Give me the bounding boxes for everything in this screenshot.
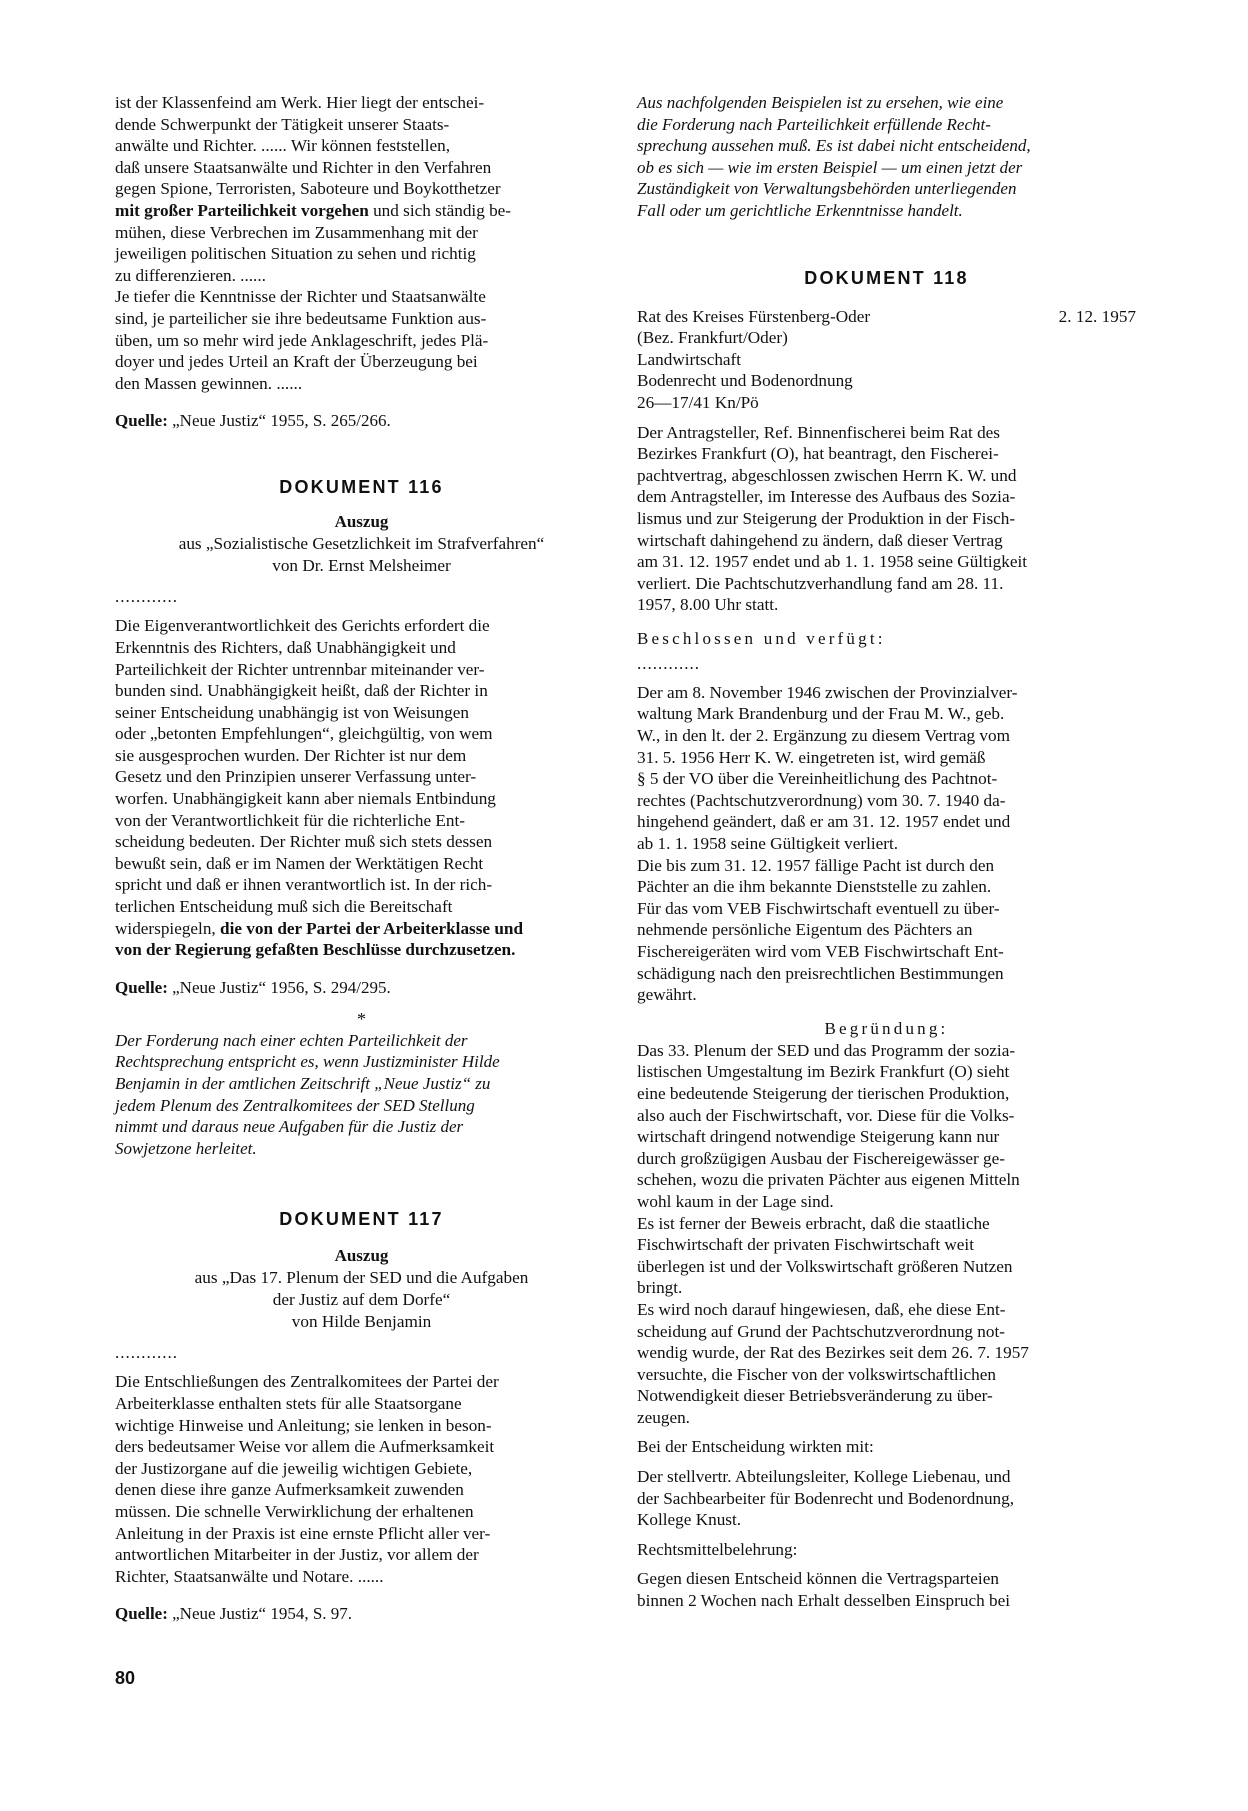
text-line: bringt. [637,1278,683,1298]
text-line: gewährt. [637,985,697,1005]
text-line: bewußt sein, daß er im Namen der Werktätigen Recht [115,853,484,873]
text-line: jedem Plenum des Zentralkomitees der SED Stellung [115,1095,475,1115]
text-line: wirtschaft dringend notwendige Steigerung kann nur [637,1127,1000,1147]
text-line: dende Schwerpunkt der Tätigkeit unserer Staats- [115,114,450,134]
text-line: seiner Entscheidung unabhängig ist von Weisungen [115,702,469,722]
text-line: Es wird noch darauf hingewiesen, daß, ehe diese Ent- [637,1299,1006,1319]
decision-heading: Beschlossen und verfügt: [637,628,886,648]
text-line: Notwendigkeit dieser Betriebsveränderung zu über- [637,1386,993,1406]
text-line: listischen Umgestaltung im Bezirk Frankfurt (O) sieht [637,1062,1010,1082]
letterhead-line [637,306,1136,328]
text-line: denen diese ihre ganze Aufmerksamkeit zuwenden [115,1480,464,1500]
text-line: der Sachbearbeiter für Bodenrecht und Bodenordnung, [637,1488,1015,1508]
text-line: Fischwirtschaft der privaten Fischwirtschaft weit [637,1235,974,1255]
text-line: eine bedeutende Steigerung der tierischen Produktion, [637,1083,1010,1103]
text-line: schädigung nach den preisrechtlichen Bestimmungen [637,963,1004,983]
text-line: also auch der Fischwirtschaft, vor. Diese für die Volks- [637,1105,1015,1125]
text-line: Bodenrecht und Bodenordnung [637,371,853,391]
text-line: oder „betonten Empfehlungen“, gleichgültig, von wem [115,724,493,744]
source-label: Quelle: [115,977,168,997]
appeal-label: Rechtsmittelbelehrung: [637,1539,798,1559]
text-line: scheidung bedeuten. Der Richter muß sich stets dessen [115,832,493,852]
text-line: jeweiligen politischen Situation zu sehen und richtig [115,244,476,264]
text-line: Es ist ferner der Beweis erbracht, daß die staatliche [637,1213,990,1233]
text-line: lismus und zur Steigerung der Produktion in der Fisch- [637,508,1016,528]
text-line: sind, je parteilicher sie ihre bedeutsame Funktion aus- [115,308,487,328]
text-line: verliert. Die Pachtschutzverhandlung fand am 28. 11. [637,573,1004,593]
section-separator-star: * [357,1008,366,1029]
bold-phrase: mit großer Parteilichkeit vorgehen [115,200,369,220]
document-heading: DOKUMENT 116 [279,477,444,498]
text-line: üben, um so mehr wird jede Anklageschrift, jedes Plä- [115,330,489,350]
text-line: der Justizorgane auf die jeweilig wichtigen Gebiete, [115,1458,473,1478]
text-line: pachtvertrag, abgeschlossen zwischen Herrn K. W. und [637,465,1017,485]
text-line: Gesetz und den Prinzipien unserer Verfassung unter- [115,767,477,787]
text-line: von der Verantwortlichkeit für die richterliche Ent- [115,810,465,830]
participants-paragraph [637,1466,1136,1531]
excerpt-label: Auszug [334,512,389,532]
excerpt-source-line: aus „Sozialistische Gesetzlichkeit im Strafverfahren“ [178,534,545,554]
text-line: waltung Mark Brandenburg und der Frau M. W., geb. [637,704,1005,724]
text-line: nehmende persönliche Eigentum des Pächters an [637,920,973,940]
text-line: mühen, diese Verbrechen im Zusammenhang mit der [115,222,478,242]
issuer-name: Rat des Kreises Fürstenberg-Oder [637,306,871,326]
bold-phrase: die von der Partei der Arbeiterklasse und [220,918,524,938]
text-fragment: und sich ständig be- [368,200,512,220]
text-line: terlichen Entscheidung muß sich die Bereitschaft [115,897,453,917]
text-line: W., in den lt. der 2. Ergänzung zu diesem Vertrag vom [637,726,1010,746]
text-line: Die Eigenverantwortlichkeit des Gerichts erfordert die [115,616,490,636]
document-heading: DOKUMENT 118 [804,267,969,288]
text-line: Der Antragsteller, Ref. Binnenfischerei beim Rat des [637,422,1001,442]
text-line: ders bedeutsamer Weise vor allem die Aufmerksamkeit [115,1437,495,1457]
application-paragraph [637,422,1136,616]
text-line: doyer und jedes Urteil an Kraft der Überzeugung bei [115,352,478,372]
text-line: überlegen ist und der Volkswirtschaft größeren Nutzen [637,1256,1013,1276]
text-line: Anleitung in der Praxis ist eine ernste Pflicht aller ver- [115,1523,491,1543]
left-column [115,92,608,1624]
text-line: sie ausgesprochen wurden. Der Richter ist nur dem [115,745,467,765]
text-line: Der am 8. November 1946 zwischen der Provinzialver- [637,682,1018,702]
document-116-body [115,615,608,961]
reasoning-heading: Begründung: [824,1018,949,1038]
text-line: Die Entschließungen des Zentralkomitees der Partei der [115,1372,499,1392]
text-line: nimmt und daraus neue Aufgaben für die Justiz der [115,1117,464,1137]
text-line [115,200,608,222]
text-line: ob es sich — wie im ersten Beispiel — um einen jetzt der [637,157,1023,177]
text-line: Zuständigkeit von Verwaltungsbehörden unterliegenden [637,179,1017,199]
text-line: Der Forderung nach einer echten Parteilichkeit der [115,1030,468,1050]
source-citation [115,977,608,998]
ellipsis-dots: ............ [115,1343,178,1363]
text-line: anwälte und Richter. ...... Wir können feststellen, [115,136,451,156]
source-text: „Neue Justiz“ 1956, S. 294/295. [167,977,391,997]
excerpt-source-line: der Justiz auf dem Dorfe“ [272,1290,451,1310]
text-line: am 31. 12. 1957 endet und ab 1. 1. 1958 seine Gültigkeit [637,552,1028,572]
text-line: Für das vom VEB Fischwirtschaft eventuell zu über- [637,898,1000,918]
text-fragment: widerspiegeln, [115,918,221,938]
text-line: den Massen gewinnen. ...... [115,373,303,393]
excerpt-author-line: von Dr. Ernst Melsheimer [272,556,451,576]
text-line: dem Antragsteller, im Interesse des Aufbaus des Sozia- [637,487,1016,507]
text-line: 1957, 8.00 Uhr statt. [637,595,779,615]
text-line: Pächter an die ihm bekannte Dienststelle zu zahlen. [637,877,992,897]
ellipsis-dots: ............ [115,587,178,607]
text-line: Die bis zum 31. 12. 1957 fällige Pacht ist durch den [637,855,995,875]
ellipsis-dots: ............ [637,653,700,673]
text-line: spricht und daß er ihnen verantwortlich ist. In der rich- [115,875,493,895]
text-line: wirtschaft dahingehend zu ändern, daß dieser Vertrag [637,530,1003,550]
text-line: Richter, Staatsanwälte und Notare. ...... [115,1566,384,1586]
appeal-paragraph [637,1568,1136,1611]
text-line: Rechtsprechung entspricht es, wenn Justizminister Hilde [115,1052,500,1072]
text-line: § 5 der VO über die Vereinheitlichung des Pachtnot- [637,769,998,789]
page-number: 80 [115,1668,136,1688]
text-line: daß unsere Staatsanwälte und Richter in den Verfahren [115,157,492,177]
compensation-paragraph [637,898,1136,1006]
text-line: Fischereigeräten wird vom VEB Fischwirtschaft Ent- [637,942,1004,961]
document-117-body [115,1371,608,1587]
text-line: sprechung aussehen muß. Es ist dabei nicht entscheidend, [637,136,1031,156]
source-text: „Neue Justiz“ 1955, S. 265/266. [167,411,391,431]
paragraph-2 [115,286,608,394]
text-line: (Bez. Frankfurt/Oder) [637,328,788,348]
document-date: 2. 12. 1957 [1058,306,1136,326]
text-line: die Forderung nach Parteilichkeit erfüllende Recht- [637,114,991,134]
text-line: Kollege Knust. [637,1510,742,1530]
text-line: wichtige Hinweise und Anleitung; sie lenken in beson- [115,1415,492,1435]
excerpt-author-line: von Hilde Benjamin [291,1312,432,1332]
excerpt-source-line: aus „Das 17. Plenum der SED und die Aufgaben [194,1268,529,1288]
editorial-intro [637,92,1136,222]
text-line: ist der Klassenfeind am Werk. Hier liegt der entschei- [115,93,485,112]
document-heading: DOKUMENT 117 [279,1209,444,1230]
text-line: Das 33. Plenum der SED und das Programm der sozia- [637,1040,1016,1060]
source-text: „Neue Justiz“ 1954, S. 97. [167,1604,353,1624]
letterhead-block [637,327,1136,413]
text-line: worfen. Unabhängigkeit kann aber niemals Entbindung [115,789,496,809]
text-line: rechtes (Pachtschutzverordnung) vom 30. 7. 1940 da- [637,790,1006,810]
text-line: Der stellvertr. Abteilungsleiter, Kollege Liebenau, und [637,1467,1011,1487]
text-line: Arbeiterklasse enthalten stets für alle Staatsorgane [115,1393,462,1413]
text-line: Sowjetzone herleitet. [115,1138,257,1158]
text-line: Parteilichkeit der Richter untrennbar miteinander ver- [115,659,485,679]
text-line: gegen Spione, Terroristen, Saboteure und Boykotthetzer [115,179,501,199]
source-citation [115,410,608,431]
text-line: zu differenzieren. ...... [115,265,266,285]
editorial-commentary [115,1030,608,1160]
reasoning-paragraph [637,1299,1136,1429]
text-line: 26—17/41 Kn/Pö [637,392,759,412]
text-line: Fall oder um gerichtliche Erkenntnisse handelt. [637,200,963,220]
text-line: Erkenntnis des Richters, daß Unabhängigkeit und [115,637,456,657]
text-line: Benjamin in der amtlichen Zeitschrift „Neue Justiz“ zu [115,1074,491,1093]
text-line: zeugen. [637,1407,690,1427]
text-line: wohl kaum in der Lage sind. [637,1191,834,1211]
text-line: scheidung auf Grund der Pachtschutzverordnung not- [637,1321,1005,1341]
text-line: binnen 2 Wochen nach Erhalt desselben Einspruch bei [637,1591,1010,1611]
text-line: ab 1. 1. 1958 seine Gültigkeit verliert. [637,834,899,854]
source-label: Quelle: [115,411,168,431]
participants-label: Bei der Entscheidung wirkten mit: [637,1437,874,1457]
text-line: antwortlichen Mitarbeiter in der Justiz, vor allem der [115,1545,479,1565]
text-line: Gegen diesen Entscheid können die Vertragsparteien [637,1569,999,1589]
source-label: Quelle: [115,1604,168,1624]
text-line: Aus nachfolgenden Beispielen ist zu ersehen, wie eine [637,93,1004,112]
text-line: müssen. Die schnelle Verwirklichung der erhaltenen [115,1501,474,1521]
text-line: Je tiefer die Kenntnisse der Richter und Staatsanwälte [115,287,486,307]
decision-paragraph [637,682,1136,855]
text-line: Landwirtschaft [637,349,742,369]
text-line: bunden sind. Unabhängigkeit heißt, daß der Richter in [115,681,488,701]
text-line: schehen, wozu die privaten Pächter aus eigenen Mitteln [637,1170,1020,1190]
right-column [637,92,1136,1612]
source-citation [115,1603,608,1624]
payment-paragraph [637,855,1136,898]
text-line: 31. 5. 1956 Herr K. W. eingetreten ist, wird gemäß [637,747,986,767]
text-line: Bezirkes Frankfurt (O), hat beantragt, den Fischerei- [637,444,999,464]
text-line: versuchte, die Fischer von der volkswirtschaftlichen [637,1364,996,1384]
reasoning-paragraph [637,1040,1136,1213]
text-line: wendig wurde, der Rat des Bezirkes seit dem 26. 7. 1957 [637,1343,1029,1363]
reasoning-paragraph [637,1213,1136,1299]
text-line: hingehend geändert, daß er am 31. 12. 1957 endet und [637,812,1011,832]
bold-line: von der Regierung gefaßten Beschlüsse durchzusetzen. [115,940,516,960]
excerpt-label: Auszug [334,1246,389,1266]
text-line: durch großzügigen Ausbau der Fischereigewässer ge- [637,1148,1005,1168]
intro-paragraph [115,92,608,286]
text-line [115,918,608,940]
